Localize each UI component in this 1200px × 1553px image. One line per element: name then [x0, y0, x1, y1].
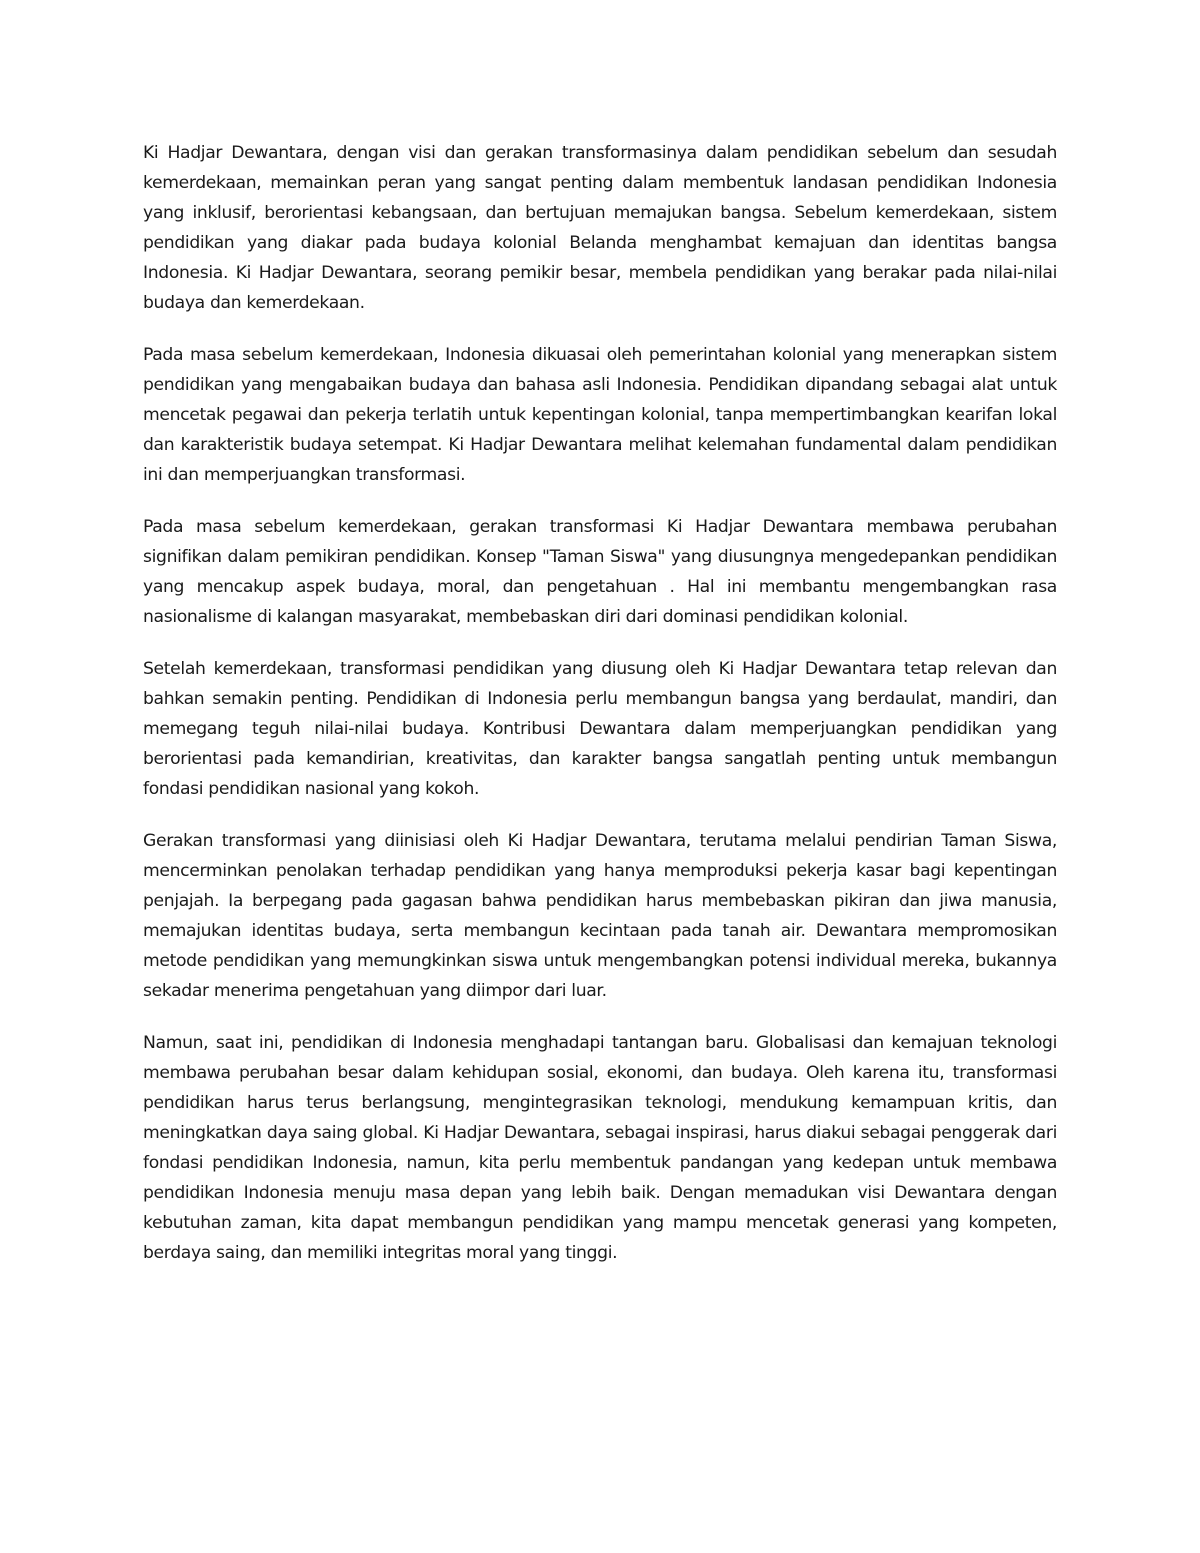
- paragraph-2: Pada masa sebelum kemerdekaan, Indonesia dikuasai oleh pemerintahan kolonial yang menerapkan sistem pendidikan yang mengabaikan budaya dan bahasa asli Indonesia. Pendidikan dipandang sebagai alat untuk mencetak pegawai dan pekerja terlatih untuk kepentingan kolonial, tanpa mempertimbangkan kearifan lokal dan karakteristik budaya setempat. Ki Hadjar Dewantara melihat kelemahan fundamental dalam pendidikan ini dan memperjuangkan transformasi.: [143, 345, 1057, 485]
- paragraph-5: Gerakan transformasi yang diinisiasi oleh Ki Hadjar Dewantara, terutama melalui pendirian Taman Siswa, mencerminkan penolakan terhadap pendidikan yang hanya memproduksi pekerja kasar bagi kepentingan penjajah. Ia berpegang pada gagasan bahwa pendidikan harus membebaskan pikiran dan jiwa manusia, memajukan identitas budaya, serta membangun kecintaan pada tanah air. Dewantara mempromosikan metode pendidikan yang memungkinkan siswa untuk mengembangkan potensi individual mereka, bukannya sekadar menerima pengetahuan yang diimpor dari luar.: [143, 831, 1057, 1001]
- paragraph-6: Namun, saat ini, pendidikan di Indonesia menghadapi tantangan baru. Globalisasi dan kemajuan teknologi membawa perubahan besar dalam kehidupan sosial, ekonomi, dan budaya. Oleh karena itu, transformasi pendidikan harus terus berlangsung, mengintegrasikan teknologi, mendukung kemampuan kritis, dan meningkatkan daya saing global. Ki Hadjar Dewantara, sebagai inspirasi, harus diakui sebagai penggerak dari fondasi pendidikan Indonesia, namun, kita perlu membentuk pandangan yang kedepan untuk membawa pendidikan Indonesia menuju masa depan yang lebih baik. Dengan memadukan visi Dewantara dengan kebutuhan zaman, kita dapat membangun pendidikan yang mampu mencetak generasi yang kompeten, berdaya saing, dan memiliki integritas moral yang tinggi.: [143, 1033, 1057, 1263]
- paragraph-4: Setelah kemerdekaan, transformasi pendidikan yang diusung oleh Ki Hadjar Dewantara tetap relevan dan bahkan semakin penting. Pendidikan di Indonesia perlu membangun bangsa yang berdaulat, mandiri, dan memegang teguh nilai-nilai budaya. Kontribusi Dewantara dalam memperjuangkan pendidikan yang berorientasi pada kemandirian, kreativitas, dan karakter bangsa sangatlah penting untuk membangun fondasi pendidikan nasional yang kokoh.: [143, 659, 1057, 799]
- paragraph-3: Pada masa sebelum kemerdekaan, gerakan transformasi Ki Hadjar Dewantara membawa perubahan signifikan dalam pemikiran pendidikan. Konsep "Taman Siswa" yang diusungnya mengedepankan pendidikan yang mencakup aspek budaya, moral, dan pengetahuan . Hal ini membantu mengembangkan rasa nasionalisme di kalangan masyarakat, membebaskan diri dari dominasi pendidikan kolonial.: [143, 517, 1057, 627]
- paragraph-1: Ki Hadjar Dewantara, dengan visi dan gerakan transformasinya dalam pendidikan sebelum dan sesudah kemerdekaan, memainkan peran yang sangat penting dalam membentuk landasan pendidikan Indonesia yang inklusif, berorientasi kebangsaan, dan bertujuan memajukan bangsa. Sebelum kemerdekaan, sistem pendidikan yang diakar pada budaya kolonial Belanda menghambat kemajuan dan identitas bangsa Indonesia. Ki Hadjar Dewantara, seorang pemikir besar, membela pendidikan yang berakar pada nilai-nilai budaya dan kemerdekaan.: [143, 143, 1057, 313]
- document-body: [143, 138, 1057, 1290]
